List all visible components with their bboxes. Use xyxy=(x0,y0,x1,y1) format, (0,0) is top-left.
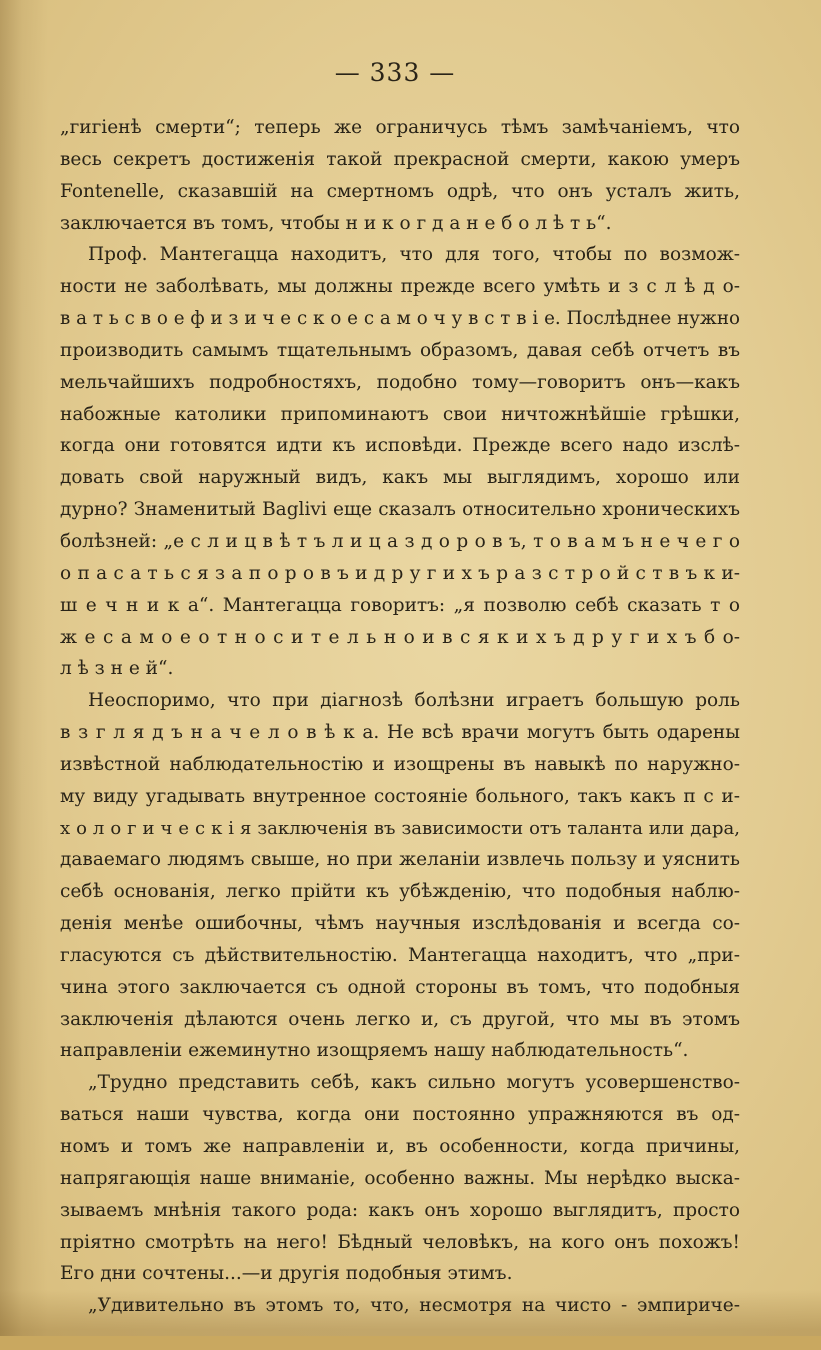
text-line: Неоспоримо, что при діагнозѣ болѣзни играетъ большую роль xyxy=(88,690,740,712)
text-line: ваться наши чувства, когда они постоянно упражняются въ од- xyxy=(60,1104,740,1126)
text-line: направленіи ежеминутно изощряемъ нашу наблюдательность“. xyxy=(60,1040,689,1062)
text-line: весь секретъ достиженія такой прекрасной смерти, какою умеръ xyxy=(60,148,740,170)
text-line: напрягающія наше вниманіе, особенно важны. Мы нерѣдко выска- xyxy=(60,1167,740,1189)
text-line: чина этого заключается съ одной стороны въ томъ, что подобныя xyxy=(60,976,740,998)
text-line: довать свой наружный видъ, какъ мы выглядимъ, хорошо или xyxy=(60,467,740,489)
text-line: ш е ч н и к а“. Мантегацца говоритъ: „я позволю себѣ сказать т о xyxy=(60,594,740,616)
text-line: Fontenelle, сказавшій на смертномъ одрѣ, что онъ усталъ жить, xyxy=(60,180,740,202)
text-line: болѣзней: „е с л и ц в ѣ т ъ л и ц а з д о р о в ъ, т о в а м ъ н е ч е г о xyxy=(60,530,740,552)
text-line: му виду угадывать внутренное состояніе больного, такъ какъ п с и- xyxy=(60,785,740,807)
text-line: л ѣ з н е й“. xyxy=(60,658,174,680)
text-line: в з г л я д ъ н а ч е л о в ѣ к а. Не всѣ врачи могутъ быть одарены xyxy=(60,722,740,744)
text-line: Его дни сочтены...—и другія подобныя этимъ. xyxy=(60,1263,513,1285)
body-text xyxy=(60,112,740,1322)
text-line: заключенія дѣлаются очень легко и, съ другой, что мы въ этомъ xyxy=(60,1008,740,1030)
text-line: зываемъ мнѣнія такого рода: какъ онъ хорошо выглядитъ, просто xyxy=(60,1199,740,1221)
text-line: когда они готовятся идти къ исповѣди. Прежде всего надо изслѣ- xyxy=(60,435,740,457)
text-line: о п а с а т ь с я з а п о р о в ъ и д р у г и х ъ р а з с т р о й с т в ъ к и- xyxy=(60,562,740,584)
text-line: „гигіенѣ смерти“; теперь же ограничусь тѣмъ замѣчаніемъ, что xyxy=(60,117,740,138)
text-line: извѣстной наблюдательностію и изощрены въ навыкѣ по наружно- xyxy=(60,753,740,775)
page-edge xyxy=(0,1336,821,1350)
text-line: „Трудно представить себѣ, какъ сильно могутъ усовершенство- xyxy=(88,1072,740,1094)
text-line: мельчайшихъ подробностяхъ, подобно тому—говоритъ онъ—какъ xyxy=(60,371,740,393)
text-line: в а т ь с в о е ф и з и ч е с к о е с а м о ч у в с т в і е. Послѣднее нужно xyxy=(60,308,740,330)
text-line: даваемаго людямъ свыше, но при желаніи извлечь пользу и уяснить xyxy=(60,849,740,871)
text-line: номъ и томъ же направленіи и, въ особенности, когда причины, xyxy=(60,1136,740,1157)
text-line: пріятно смотрѣть на него! Бѣдный человѣкъ, на кого онъ похожъ! xyxy=(60,1231,740,1253)
text-line: денія менѣе ошибочны, чѣмъ научныя изслѣдованія и всегда со- xyxy=(60,913,740,935)
text-line: производить самымъ тщательнымъ образомъ, давая себѣ отчетъ въ xyxy=(60,339,740,361)
text-line: гласуются съ дѣйствительностію. Мантегацца находитъ, что „при- xyxy=(60,944,740,966)
text-line: х о л о г и ч е с к і я заключенія въ зависимости отъ таланта или дара, xyxy=(60,817,740,839)
text-line: ности не заболѣвать, мы должны прежде всего умѣть и з с л ѣ д о- xyxy=(60,276,740,298)
text-line: ж е с а м о е о т н о с и т е л ь н о и в с я к и х ъ д р у г и х ъ б о- xyxy=(60,626,740,648)
text-line: дурно? Знаменитый Baglivi еще сказалъ относительно хроническихъ xyxy=(60,499,740,521)
text-line: себѣ основанія, легко прійти къ убѣжденію, что подобныя наблю- xyxy=(60,881,740,903)
text-line: „Удивительно въ этомъ то, что, несмотря на чисто - эмпириче- xyxy=(88,1295,740,1317)
text-line: заключается въ томъ, чтобы н и к о г д а н е б о л ѣ т ь“. xyxy=(60,212,612,234)
text-line: набожные католики припоминаютъ свои ничтожнѣйшіе грѣшки, xyxy=(60,403,740,425)
text-line: Проф. Мантегацца находитъ, что для того, чтобы по возмож- xyxy=(88,244,740,266)
page-number: — 333 — xyxy=(334,58,456,87)
